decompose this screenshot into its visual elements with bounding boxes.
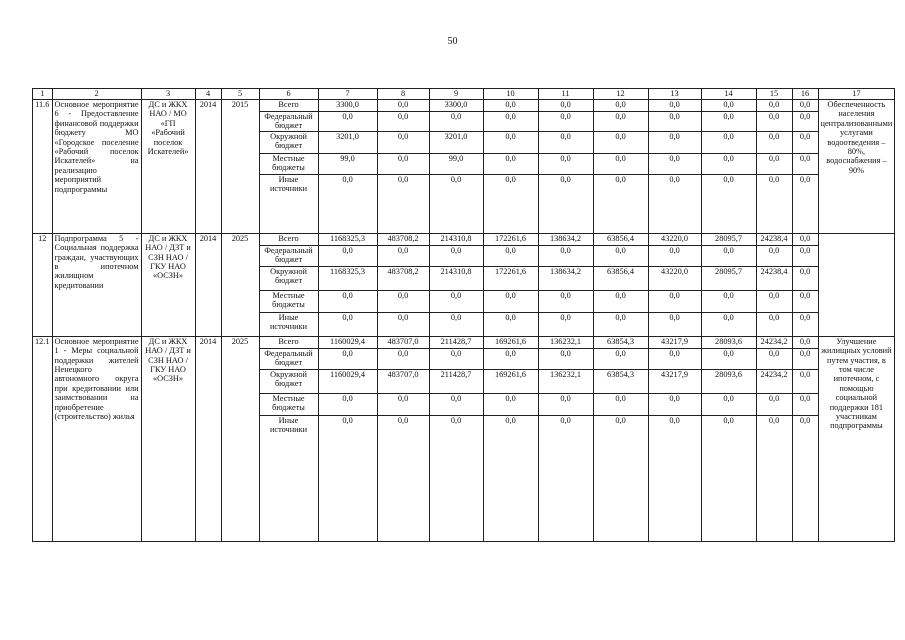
column-header: 9 <box>429 89 483 100</box>
value-cell: 63854,3 <box>593 336 648 348</box>
value-cell: 136232,1 <box>538 369 593 393</box>
value-cell: 0,0 <box>593 348 648 369</box>
value-cell: 0,0 <box>756 245 792 266</box>
value-cell: 0,0 <box>792 393 818 415</box>
value-cell: 0,0 <box>483 245 538 266</box>
value-cell: 0,0 <box>648 415 701 541</box>
value-cell: 63856,4 <box>593 266 648 290</box>
value-cell: 0,0 <box>377 393 429 415</box>
value-cell: 0,0 <box>318 415 377 541</box>
value-cell: 0,0 <box>318 112 377 132</box>
value-cell: 0,0 <box>377 112 429 132</box>
value-cell: 0,0 <box>538 174 593 233</box>
value-cell: 0,0 <box>701 100 756 112</box>
value-cell: 3201,0 <box>318 131 377 153</box>
value-cell: 0,0 <box>756 131 792 153</box>
budget-table <box>32 88 895 542</box>
value-cell: 0,0 <box>756 290 792 312</box>
value-cell: 0,0 <box>792 233 818 245</box>
funding-source-label: Всего <box>259 100 318 112</box>
value-cell: 211428,7 <box>429 336 483 348</box>
column-header: 1 <box>33 89 53 100</box>
value-cell: 0,0 <box>483 348 538 369</box>
value-cell: 3300,0 <box>318 100 377 112</box>
value-cell: 0,0 <box>318 393 377 415</box>
value-cell: 0,0 <box>701 131 756 153</box>
value-cell: 0,0 <box>593 415 648 541</box>
value-cell: 0,0 <box>429 174 483 233</box>
value-cell: 0,0 <box>318 312 377 336</box>
value-cell: 1168325,3 <box>318 233 377 245</box>
value-cell: 0,0 <box>538 348 593 369</box>
value-cell: 0,0 <box>483 393 538 415</box>
value-cell: 0,0 <box>483 290 538 312</box>
value-cell: 24238,4 <box>756 233 792 245</box>
value-cell: 0,0 <box>538 393 593 415</box>
value-cell: 0,0 <box>792 369 818 393</box>
value-cell: 0,0 <box>377 100 429 112</box>
value-cell: 0,0 <box>593 174 648 233</box>
table-body <box>33 89 895 542</box>
value-cell: 0,0 <box>701 348 756 369</box>
executor: ДС и ЖКХ НАО / ДЗТ и СЗН НАО / ГКУ НАО «ОСЗН» <box>141 336 195 541</box>
value-cell: 0,0 <box>318 290 377 312</box>
column-header: 13 <box>648 89 701 100</box>
value-cell: 24234,2 <box>756 336 792 348</box>
funding-source-label: Окружной бюджет <box>259 369 318 393</box>
value-cell: 0,0 <box>593 100 648 112</box>
value-cell: 0,0 <box>756 312 792 336</box>
value-cell: 0,0 <box>756 393 792 415</box>
table-row <box>33 100 895 112</box>
value-cell: 0,0 <box>483 174 538 233</box>
table-row <box>33 336 895 348</box>
value-cell: 28095,7 <box>701 233 756 245</box>
measure-name: Основное мероприятие 6 - Предоставление финансовой поддержки бюджету МО «Городское поселение «Рабочий поселок Искателей» на реализацию мероприятий подпрограммы <box>52 100 141 234</box>
value-cell: 0,0 <box>483 415 538 541</box>
end-year: 2025 <box>221 336 259 541</box>
value-cell: 0,0 <box>483 131 538 153</box>
value-cell: 0,0 <box>377 312 429 336</box>
column-header: 3 <box>141 89 195 100</box>
value-cell: 0,0 <box>377 290 429 312</box>
value-cell: 0,0 <box>377 153 429 174</box>
value-cell: 0,0 <box>792 348 818 369</box>
value-cell: 0,0 <box>648 245 701 266</box>
column-header: 16 <box>792 89 818 100</box>
value-cell: 0,0 <box>792 174 818 233</box>
column-header: 14 <box>701 89 756 100</box>
value-cell: 214310,8 <box>429 233 483 245</box>
funding-source-label: Федеральный бюджет <box>259 245 318 266</box>
value-cell: 0,0 <box>701 112 756 132</box>
value-cell: 0,0 <box>593 312 648 336</box>
value-cell: 0,0 <box>792 312 818 336</box>
funding-source-label: Иные источники <box>259 174 318 233</box>
column-header: 12 <box>593 89 648 100</box>
expected-result <box>818 233 895 336</box>
value-cell: 0,0 <box>377 131 429 153</box>
executor: ДС и ЖКХ НАО / ДЗТ и СЗН НАО / ГКУ НАО «ОСЗН» <box>141 233 195 336</box>
funding-source-label: Иные источники <box>259 415 318 541</box>
value-cell: 138634,2 <box>538 233 593 245</box>
row-number: 12.1 <box>33 336 53 541</box>
value-cell: 0,0 <box>483 112 538 132</box>
value-cell: 214310,8 <box>429 266 483 290</box>
value-cell: 138634,2 <box>538 266 593 290</box>
value-cell: 0,0 <box>429 245 483 266</box>
column-header: 6 <box>259 89 318 100</box>
value-cell: 3201,0 <box>429 131 483 153</box>
value-cell: 0,0 <box>318 174 377 233</box>
value-cell: 1168325,3 <box>318 266 377 290</box>
funding-source-label: Окружной бюджет <box>259 131 318 153</box>
value-cell: 43217,9 <box>648 369 701 393</box>
value-cell: 0,0 <box>538 290 593 312</box>
value-cell: 0,0 <box>648 393 701 415</box>
value-cell: 1160029,4 <box>318 336 377 348</box>
value-cell: 0,0 <box>701 415 756 541</box>
value-cell: 0,0 <box>429 112 483 132</box>
value-cell: 24234,2 <box>756 369 792 393</box>
value-cell: 0,0 <box>429 348 483 369</box>
value-cell: 0,0 <box>648 174 701 233</box>
funding-source-label: Местные бюджеты <box>259 153 318 174</box>
value-cell: 0,0 <box>377 348 429 369</box>
expected-result: Обеспеченность населения централизованными услугами водоотведения – 80%, водоснабжения –90% <box>818 100 895 234</box>
value-cell: 0,0 <box>429 312 483 336</box>
measure-name: Основное мероприятие 1 - Меры социальной поддержки жителей Ненецкого автономного округа при кредитовании или заимствовании на приобретение (строительство) жилья <box>52 336 141 541</box>
value-cell: 0,0 <box>483 153 538 174</box>
value-cell: 172261,6 <box>483 233 538 245</box>
value-cell: 0,0 <box>792 415 818 541</box>
end-year: 2025 <box>221 233 259 336</box>
value-cell: 0,0 <box>593 290 648 312</box>
value-cell: 0,0 <box>593 112 648 132</box>
value-cell: 63856,4 <box>593 233 648 245</box>
value-cell: 43220,0 <box>648 266 701 290</box>
table-row <box>33 233 895 245</box>
value-cell: 0,0 <box>701 290 756 312</box>
value-cell: 43217,9 <box>648 336 701 348</box>
value-cell: 0,0 <box>701 393 756 415</box>
value-cell: 0,0 <box>593 131 648 153</box>
value-cell: 0,0 <box>648 100 701 112</box>
value-cell: 0,0 <box>377 174 429 233</box>
value-cell: 0,0 <box>538 153 593 174</box>
value-cell: 0,0 <box>318 245 377 266</box>
value-cell: 483707,0 <box>377 369 429 393</box>
value-cell: 0,0 <box>701 312 756 336</box>
value-cell: 0,0 <box>701 153 756 174</box>
row-number: 11.6 <box>33 100 53 234</box>
value-cell: 0,0 <box>648 153 701 174</box>
value-cell: 0,0 <box>429 415 483 541</box>
value-cell: 483708,2 <box>377 233 429 245</box>
column-header: 8 <box>377 89 429 100</box>
funding-source-label: Окружной бюджет <box>259 266 318 290</box>
value-cell: 0,0 <box>538 415 593 541</box>
value-cell: 3300,0 <box>429 100 483 112</box>
value-cell: 0,0 <box>701 245 756 266</box>
expected-result: Улучшение жилищных условий путем участия, в том числе ипотечном, с помощью социальной поддержки 181 участникам подпрограммы <box>818 336 895 541</box>
value-cell: 0,0 <box>593 153 648 174</box>
value-cell: 483707,0 <box>377 336 429 348</box>
value-cell: 0,0 <box>756 415 792 541</box>
value-cell: 0,0 <box>792 100 818 112</box>
executor: ДС и ЖКХ НАО / МО «ГП «Рабочий поселок Искателей» <box>141 100 195 234</box>
value-cell: 0,0 <box>756 348 792 369</box>
value-cell: 0,0 <box>648 348 701 369</box>
value-cell: 0,0 <box>792 153 818 174</box>
page-number: 50 <box>447 36 458 47</box>
end-year: 2015 <box>221 100 259 234</box>
funding-source-label: Местные бюджеты <box>259 290 318 312</box>
value-cell: 0,0 <box>792 112 818 132</box>
start-year: 2014 <box>195 100 221 234</box>
value-cell: 43220,0 <box>648 233 701 245</box>
column-header: 10 <box>483 89 538 100</box>
value-cell: 0,0 <box>538 112 593 132</box>
value-cell: 0,0 <box>648 131 701 153</box>
value-cell: 0,0 <box>538 245 593 266</box>
value-cell: 0,0 <box>792 266 818 290</box>
value-cell: 24238,4 <box>756 266 792 290</box>
value-cell: 0,0 <box>538 131 593 153</box>
value-cell: 0,0 <box>377 245 429 266</box>
measure-name: Подпрограмма 5 - Социальная поддержка граждан, участвующих в ипотечном жилищном кредитовании <box>52 233 141 336</box>
value-cell: 0,0 <box>429 290 483 312</box>
value-cell: 169261,6 <box>483 336 538 348</box>
value-cell: 0,0 <box>593 393 648 415</box>
funding-source-label: Федеральный бюджет <box>259 112 318 132</box>
value-cell: 0,0 <box>318 348 377 369</box>
value-cell: 0,0 <box>429 393 483 415</box>
value-cell: 0,0 <box>648 112 701 132</box>
header-row <box>33 89 895 100</box>
value-cell: 211428,7 <box>429 369 483 393</box>
value-cell: 0,0 <box>756 153 792 174</box>
column-header: 2 <box>52 89 141 100</box>
column-header: 17 <box>818 89 895 100</box>
value-cell: 169261,6 <box>483 369 538 393</box>
value-cell: 0,0 <box>792 290 818 312</box>
value-cell: 0,0 <box>593 245 648 266</box>
funding-source-label: Федеральный бюджет <box>259 348 318 369</box>
value-cell: 1160029,4 <box>318 369 377 393</box>
value-cell: 99,0 <box>318 153 377 174</box>
value-cell: 0,0 <box>483 312 538 336</box>
value-cell: 0,0 <box>792 245 818 266</box>
value-cell: 0,0 <box>538 100 593 112</box>
start-year: 2014 <box>195 336 221 541</box>
funding-source-label: Всего <box>259 336 318 348</box>
funding-source-label: Иные источники <box>259 312 318 336</box>
funding-source-label: Всего <box>259 233 318 245</box>
value-cell: 0,0 <box>756 112 792 132</box>
column-header: 11 <box>538 89 593 100</box>
row-number: 12 <box>33 233 53 336</box>
value-cell: 0,0 <box>377 415 429 541</box>
start-year: 2014 <box>195 233 221 336</box>
value-cell: 0,0 <box>756 174 792 233</box>
value-cell: 63854,3 <box>593 369 648 393</box>
value-cell: 0,0 <box>648 312 701 336</box>
value-cell: 483708,2 <box>377 266 429 290</box>
column-header: 4 <box>195 89 221 100</box>
column-header: 15 <box>756 89 792 100</box>
value-cell: 0,0 <box>756 100 792 112</box>
value-cell: 172261,6 <box>483 266 538 290</box>
value-cell: 28093,6 <box>701 336 756 348</box>
value-cell: 0,0 <box>701 174 756 233</box>
value-cell: 0,0 <box>538 312 593 336</box>
value-cell: 0,0 <box>792 336 818 348</box>
funding-source-label: Местные бюджеты <box>259 393 318 415</box>
value-cell: 28095,7 <box>701 266 756 290</box>
value-cell: 0,0 <box>648 290 701 312</box>
value-cell: 0,0 <box>792 131 818 153</box>
column-header: 7 <box>318 89 377 100</box>
value-cell: 28093,6 <box>701 369 756 393</box>
value-cell: 136232,1 <box>538 336 593 348</box>
value-cell: 0,0 <box>483 100 538 112</box>
value-cell: 99,0 <box>429 153 483 174</box>
column-header: 5 <box>221 89 259 100</box>
